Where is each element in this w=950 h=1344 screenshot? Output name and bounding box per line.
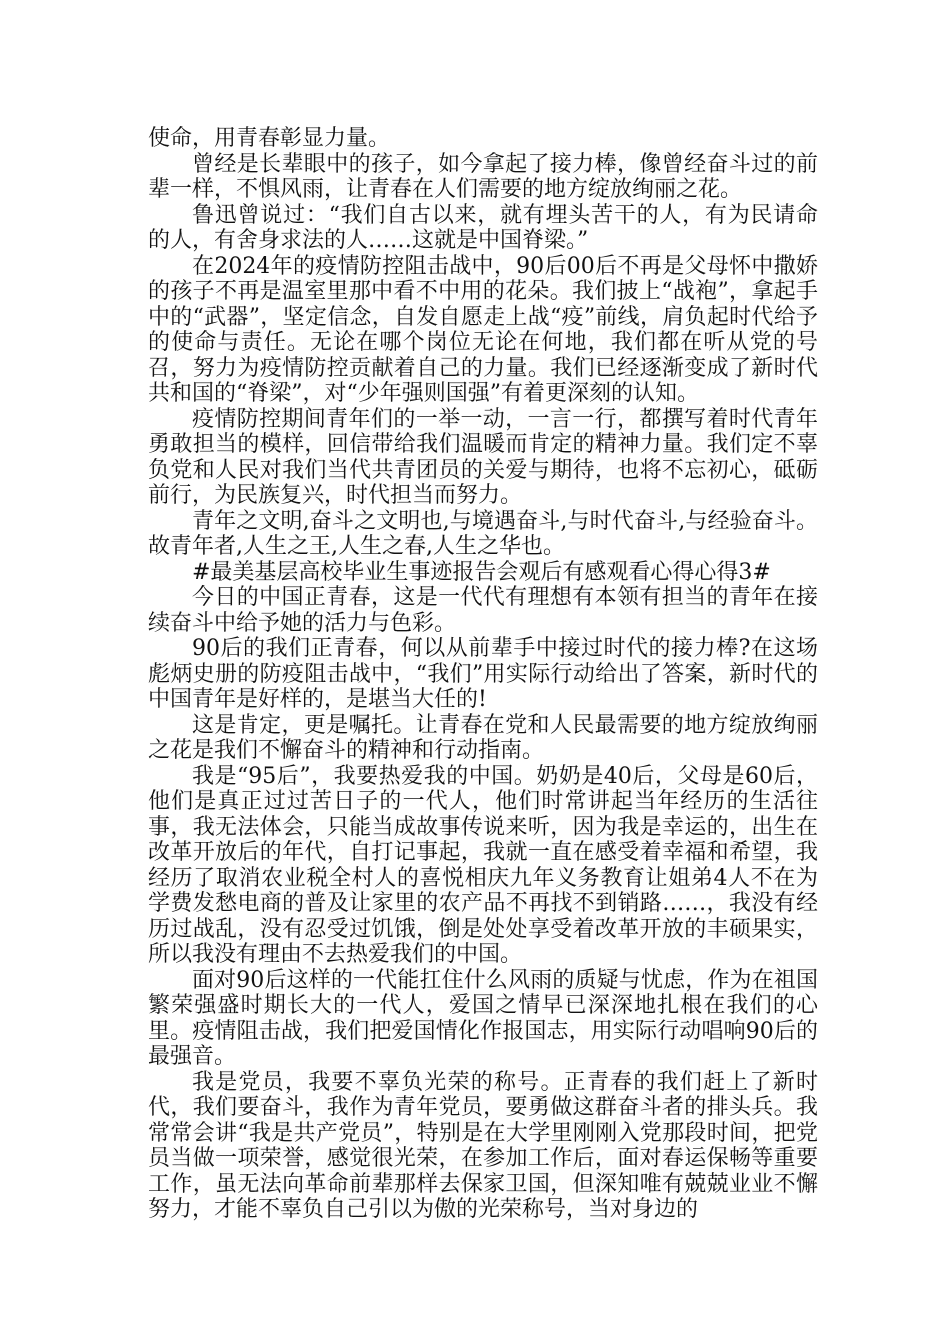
paragraph: 青年之文明,奋斗之文明也,与境遇奋斗,与时代奋斗,与经验奋斗。故青年者,人生之王,人生之春,人生之华也。 — [148, 508, 818, 559]
paragraph: 鲁迅曾说过：“我们自古以来，就有埋头苦干的人，有为民请命的人，有舍身求法的人……这就是中国脊梁。” — [148, 202, 818, 253]
section-heading: #最美基层高校毕业生事迹报告会观后有感观看心得心得3# — [192, 559, 771, 585]
paragraph: 疫情防控期间青年们的一举一动，一言一行，都撰写着时代青年勇敢担当的模样，回信带给我们温暖而肯定的精神力量。我们定不辜负党和人民对我们当代共青团员的关爱与期待，也将不忘初心，砥砺前行，为民族复兴，时代担当而努力。 — [148, 406, 818, 508]
paragraph: 我是“95后”，我要热爱我的中国。奶奶是40后，父母是60后，他们是真正过过苦日子的一代人，他们时常讲起当年经历的生活往事，我无法体会，只能当成故事传说来听，因为我是幸运的，出生在改革开放后的年代，自打记事起，我就一直在感受着幸福和希望，我经历了取消农业税全村人的喜悦相庆九年义务教育让姐弟4人不在为学费发愁电商的普及让家里的农产品不再找不到销路……，我没有经历过战乱，没有忍受过饥饿，倒是处处享受着改革开放的丰硕果实，所以我没有理由不去热爱我们的中国。 — [148, 763, 818, 967]
paragraph: 这是肯定，更是嘱托。让青春在党和人民最需要的地方绽放绚丽之花是我们不懈奋斗的精神和行动指南。 — [148, 712, 818, 763]
paragraph: 今日的中国正青春，这是一代代有理想有本领有担当的青年在接续奋斗中给予她的活力与色彩。 — [148, 585, 818, 636]
paragraph: 面对90后这样的一代能扛住什么风雨的质疑与忧虑，作为在祖国繁荣强盛时期长大的一代人，爱国之情早已深深地扎根在我们的心里。疫情阻击战，我们把爱国情化作报国志，用实际行动唱响90后的最强音。 — [148, 967, 818, 1069]
document-body — [148, 126, 818, 1223]
paragraph: 在2024年的疫情防控阻击战中，90后00后不再是父母怀中撒娇的孩子不再是温室里那中看不中用的花朵。我们披上“战袍”，拿起手中的“武器”，坚定信念，自发自愿走上战“疫”前线，肩负起时代给予的使命与责任。无论在哪个岗位无论在何地，我们都在听从党的号召，努力为疫情防控贡献着自己的力量。我们已经逐渐变成了新时代共和国的“脊梁”，对“少年强则国强”有着更深刻的认知。 — [148, 253, 818, 406]
paragraph: 我是党员，我要不辜负光荣的称号。正青春的我们赶上了新时代，我们要奋斗，我作为青年党员，要勇做这群奋斗者的排头兵。我常常会讲“我是共产党员”，特别是在大学里刚刚入党那段时间，把党员当做一项荣誉，感觉很光荣，在参加工作后，面对春运保畅等重要工作，虽无法向革命前辈那样去保家卫国，但深知唯有兢兢业业不懈努力，才能不辜负自己引以为傲的光荣称号，当对身边的 — [148, 1069, 818, 1222]
paragraph: 使命，用青春彰显力量。 — [148, 126, 391, 151]
paragraph: 90后的我们正青春，何以从前辈手中接过时代的接力棒?在这场彪炳史册的防疫阻击战中，“我们”用实际行动给出了答案，新时代的中国青年是好样的，是堪当大任的! — [148, 636, 818, 712]
paragraph: 曾经是长辈眼中的孩子，如今拿起了接力棒，像曾经奋斗过的前辈一样，不惧风雨，让青春在人们需要的地方绽放绚丽之花。 — [148, 151, 818, 202]
